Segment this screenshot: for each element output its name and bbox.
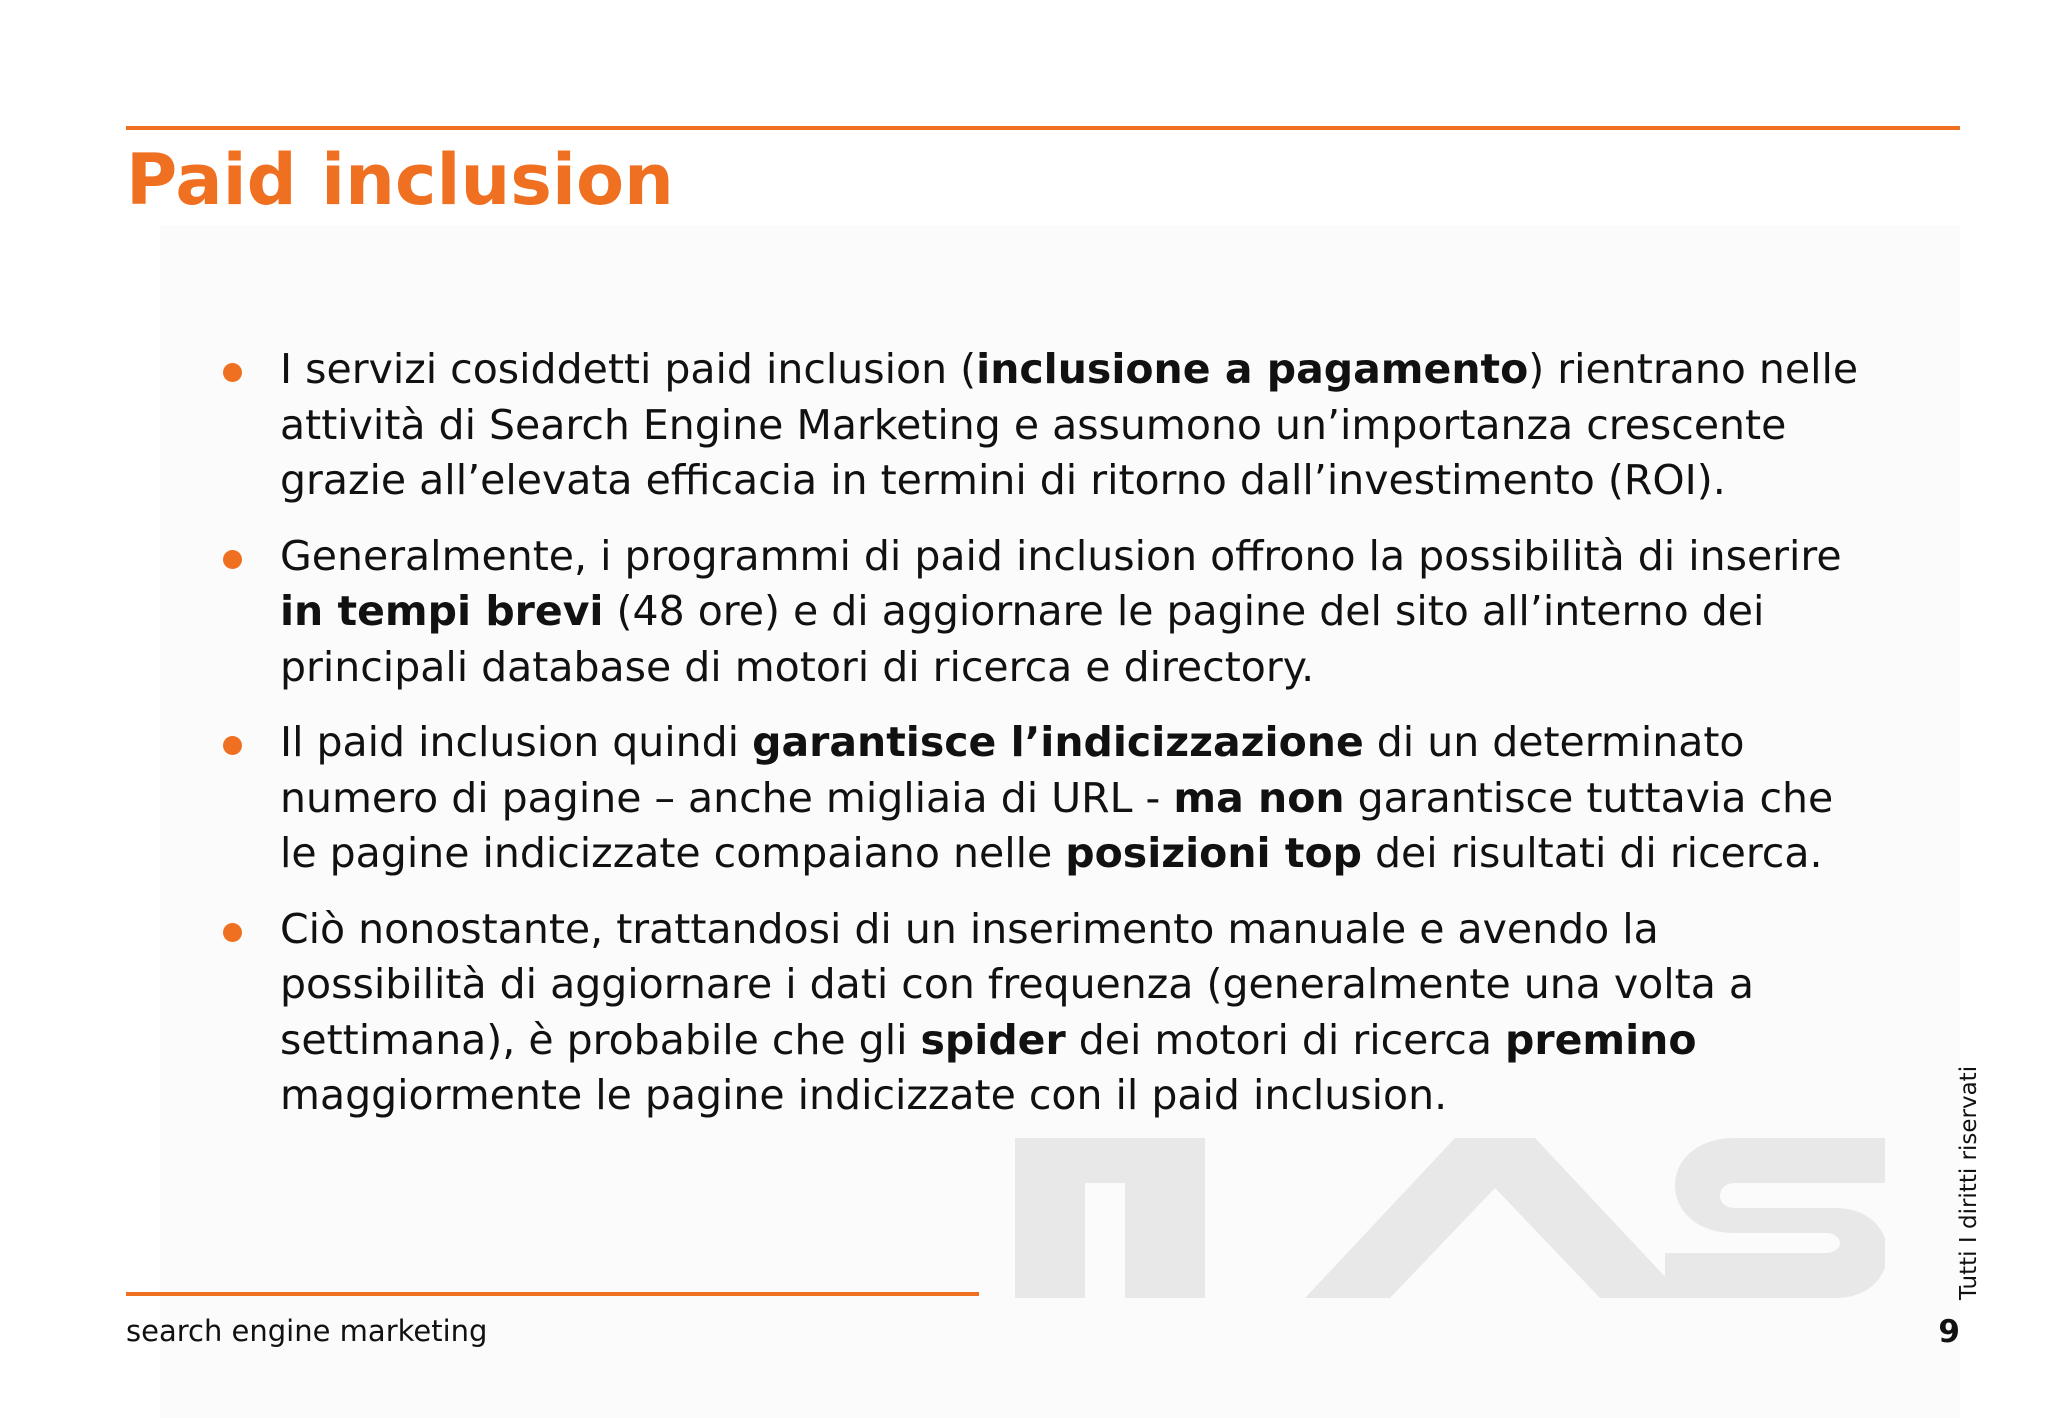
bullet-list (280, 342, 1860, 1144)
bullet-bold-text: in tempi brevi (280, 587, 604, 635)
bullet-text: Ciò nonostante, trattandosi di un inserimento manuale e avendo la possibilità di aggiornare i dati con frequenza (generalmente una volta a settimana), è probabile che gli (280, 904, 1754, 1064)
bullet-text: (48 ore) e di aggiornare le pagine del sito all’interno dei principali database di motori di ricerca e directory. (280, 587, 1765, 691)
bullet-bold-text: inclusione a pagamento (976, 345, 1529, 393)
page-title: Paid inclusion (126, 139, 674, 221)
bullet-bold-text: posizioni top (1065, 829, 1362, 877)
bullet-dot-icon (223, 736, 242, 755)
bullet-bold-text: ma non (1173, 773, 1345, 822)
bullet-text: dei risultati di ricerca. (1361, 829, 1823, 877)
bullet-text: I servizi cosiddetti paid inclusion ( (280, 345, 977, 393)
bullet-bold-text: garantisce l’indicizzazione (752, 718, 1364, 766)
bullet-dot-icon (223, 550, 242, 569)
bullet-text: dei motori di ricerca (1065, 1015, 1506, 1064)
bullet-item (280, 529, 1860, 696)
rights-notice: Tutti I diritti riservati (1956, 1065, 1982, 1300)
bullet-bold-text: premino (1505, 1015, 1697, 1064)
title-rule (126, 126, 1960, 130)
bullet-text: di un determinato numero di pagine – anche migliaia di URL - (280, 718, 1745, 822)
footer-label: search engine marketing (126, 1314, 488, 1348)
footer-rule (126, 1292, 979, 1296)
bullet-bold-text: spider (920, 1015, 1066, 1064)
bullet-item (280, 715, 1860, 882)
page-number: 9 (1938, 1314, 1960, 1350)
bullet-item (280, 342, 1860, 509)
bullet-dot-icon (223, 363, 242, 382)
bullet-item (280, 902, 1860, 1124)
bullet-text: Generalmente, i programmi di paid inclusion offrono la possibilità di inserire (280, 531, 1842, 580)
logo-watermark (1015, 1138, 1885, 1298)
bullet-dot-icon (223, 923, 242, 942)
bullet-text: Il paid inclusion quindi (280, 718, 753, 766)
bullet-text: garantisce tuttavia che le pagine indicizzate compaiano nelle (280, 773, 1834, 877)
bullet-text: maggiormente le pagine indicizzate con il paid inclusion. (280, 1071, 1448, 1119)
bullet-text: ) rientrano nelle attività di Search Engine Marketing e assumono un’importanza crescente grazie all’elevata efficacia in termini di ritorno dall’investimento (ROI). (280, 345, 1859, 504)
